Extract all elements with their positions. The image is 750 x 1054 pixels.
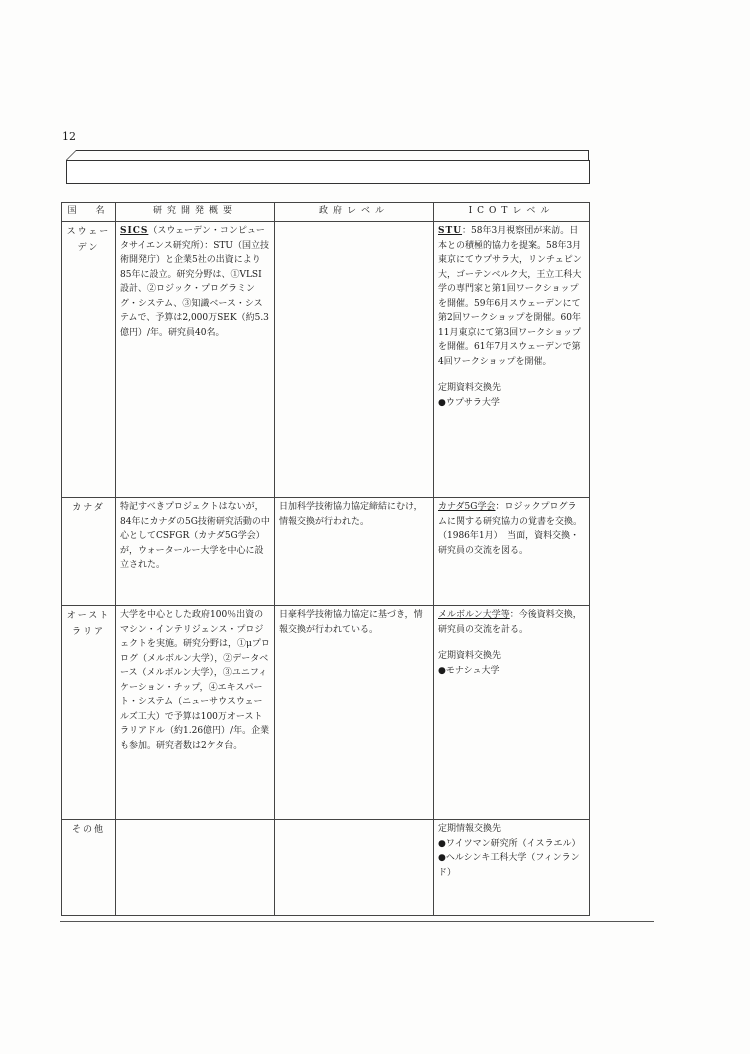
country-australia: オーストラリア bbox=[62, 606, 116, 820]
country-canada: カナダ bbox=[62, 498, 116, 606]
icot-canada bbox=[434, 498, 590, 606]
exchange-item: ●モナシュ大学 bbox=[438, 665, 500, 676]
government-sweden bbox=[275, 222, 434, 498]
header-research: 研究開発概要 bbox=[116, 203, 275, 222]
exchange-item: ●ウプサラ大学 bbox=[438, 397, 500, 408]
country-sweden: スウェーデン bbox=[62, 222, 116, 498]
government-australia: 日豪科学技術協力協定に基づき，情報交換が行われている。 bbox=[275, 606, 434, 820]
bottom-rule bbox=[60, 921, 654, 922]
research-sweden bbox=[116, 222, 275, 498]
table-row bbox=[62, 498, 590, 606]
icot-lead: カナダ5G学会 bbox=[438, 502, 496, 512]
icot-others bbox=[434, 820, 590, 916]
icot-sweden bbox=[434, 222, 590, 498]
exchange-title: 定期情報交換先 bbox=[438, 824, 502, 834]
section-header-box bbox=[66, 150, 592, 186]
icot-body: ：ロジックプログラムに関する研究協力の覚書を交換。（1986年1月） 当面，資料交換・研究員の交流を図る。 bbox=[438, 502, 583, 556]
international-cooperation-table bbox=[61, 202, 590, 916]
research-others bbox=[116, 820, 275, 916]
header-icot: ICOTレベル bbox=[434, 203, 590, 222]
research-canada: 特記すべきプロジェクトはないが，84年にカナダの5G技術研究活動の中心としてCSFGR（カナダ5G学会）が，ウォータールー大学を中心に設立された。 bbox=[116, 498, 275, 606]
table-row bbox=[62, 606, 590, 820]
country-others: その他 bbox=[62, 820, 116, 916]
icot-body: ：58年3月視察団が来訪。日本との積極的協力を提案。58年3月東京にてウプサラ大，リンチェピン大，ゴーテンベルク大，王立工科大学の専門家と第1回ワークショップを開催。59年6月スウェーデンにて第2回ワークショップを開催。60年11月東京にて第3回ワークショップを開催。61年7月スウェーデンで第4回ワークショップを開催。 bbox=[438, 226, 582, 367]
exchange-title: 定期資料交換先 bbox=[438, 383, 502, 393]
exchange-title: 定期資料交換先 bbox=[438, 651, 502, 661]
page-number: 12 bbox=[62, 130, 76, 143]
research-australia: 大学を中心とした政府100％出資のマシン・インテリジェンス・プロジェクトを実施。研究分野は，①μプロログ（メルボルン大学），②データベース（メルボルン大学），③ユニフィケーション・チップ，④エキスパート・システム（ニューサウスウェールズ工大）で予算は100万オーストラリアドル（約1.26億円）/年。企業も参加。研究者数は2ケタ台。 bbox=[116, 606, 275, 820]
exchange-item: ●ワイツマン研究所（イスラエル） bbox=[438, 838, 581, 849]
research-lead: SICS bbox=[120, 226, 149, 236]
icot-body: ：今後資料交換，研究員の交流を計る。 bbox=[438, 610, 582, 635]
header-government: 政府レベル bbox=[275, 203, 434, 222]
government-canada: 日加科学技術協力協定締結にむけ，情報交換が行われた。 bbox=[275, 498, 434, 606]
table-row bbox=[62, 820, 590, 916]
icot-lead: メルボルン大学等 bbox=[438, 610, 510, 620]
icot-lead: STU bbox=[438, 226, 463, 236]
table-header-row bbox=[62, 203, 590, 222]
header-country: 国 名 bbox=[62, 203, 116, 222]
government-others bbox=[275, 820, 434, 916]
table-row bbox=[62, 222, 590, 498]
exchange-item: ●ヘルシンキ工科大学（フィンランド） bbox=[438, 853, 580, 878]
icot-australia bbox=[434, 606, 590, 820]
research-body: （スウェーデン・コンピュータサイエンス研究所）：STU（国立技術開発庁）と企業5社の出資により85年に設立。研究分野は、①VLSI設計、②ロジック・プログラミング・システム、③知識ベース・システムで、予算は2,000万SEK（約5.3億円）/年。研究員40名。 bbox=[120, 226, 269, 338]
